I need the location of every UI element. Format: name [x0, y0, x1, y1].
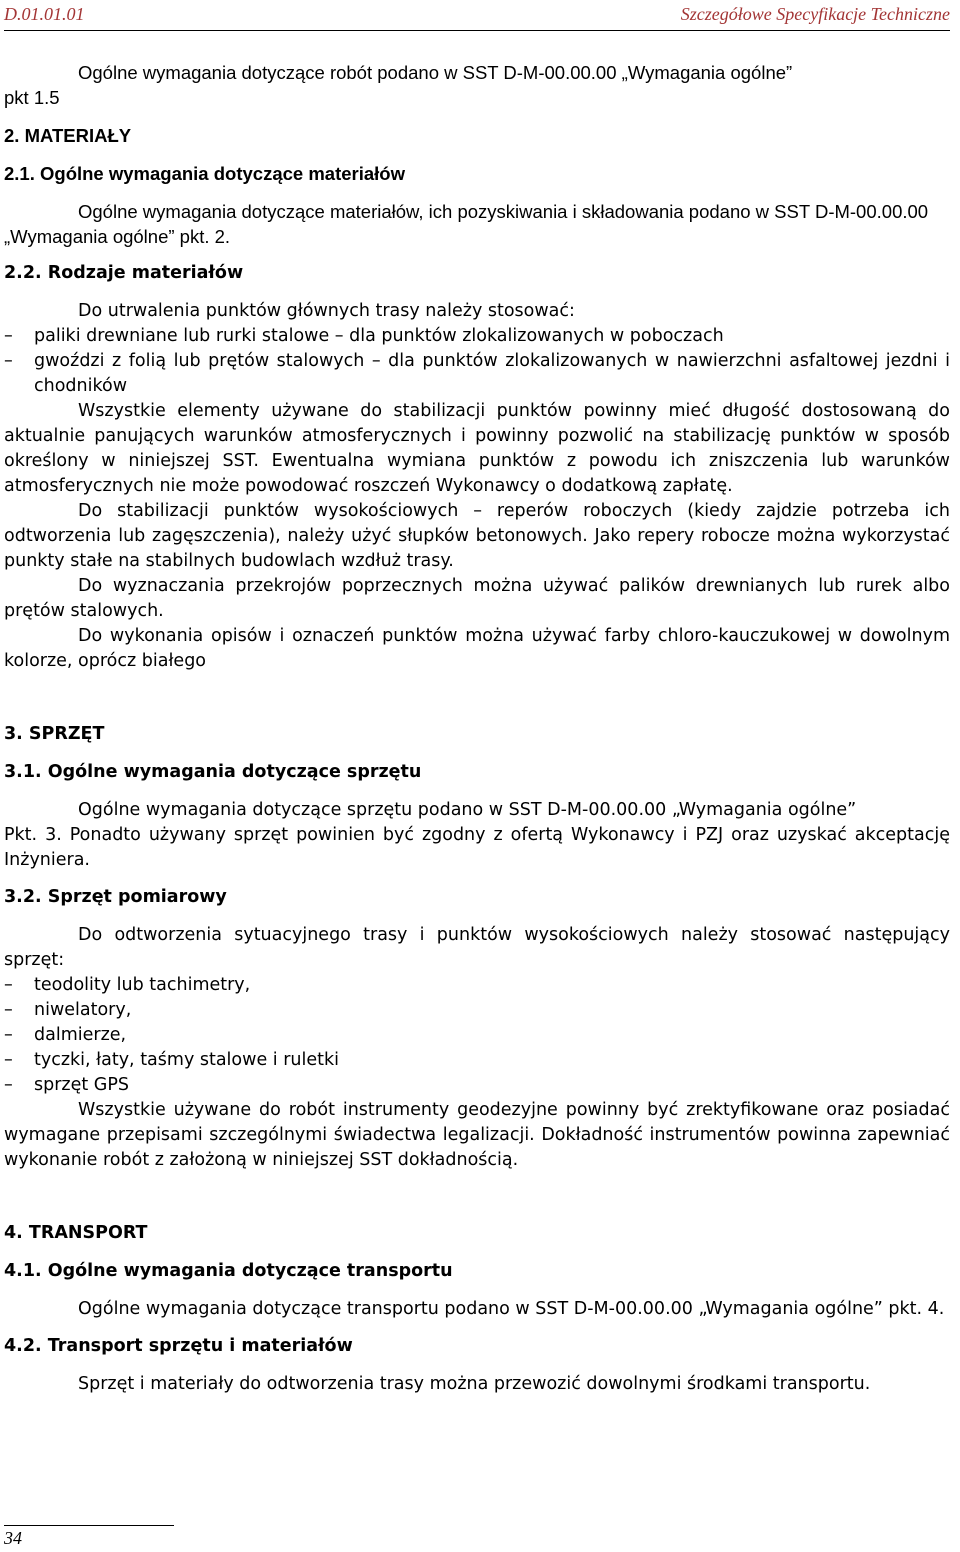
dash-bullet-icon: – — [4, 1050, 13, 1070]
section-heading-equipment: 3. SPRZĘT — [4, 724, 105, 744]
page-footer — [4, 1525, 174, 1549]
subsection-heading-4-2: 4.2. Transport sprzętu i materiałów — [4, 1336, 353, 1356]
list-item: – paliki drewniane lub rurki stalowe – dla punktów zlokalizowanych w poboczach — [4, 324, 950, 349]
materials-paragraph-4: Do wykonania opisów i oznaczeń punktów można używać farby chloro-kauczukowej w dowolnym kolorze, oprócz białego — [4, 626, 950, 671]
dash-bullet-icon: – — [4, 351, 13, 371]
subsection-3-1-text: Pkt. 3. Ponadto używany sprzęt powinien być zgodny z ofertą Wykonawcy i PZJ oraz uzyskać akceptację Inżyniera. — [4, 825, 950, 870]
dash-bullet-icon: – — [4, 326, 13, 346]
list-item: – sprzęt GPS — [4, 1073, 950, 1098]
dash-bullet-icon: – — [4, 1075, 13, 1095]
page-number: 34 — [4, 1528, 22, 1548]
subsection-heading-4-1: 4.1. Ogólne wymagania dotyczące transportu — [4, 1261, 453, 1281]
subsection-heading-2-1: 2.1. Ogólne wymagania dotyczące materiałów — [4, 163, 405, 184]
equipment-paragraph: Wszystkie używane do robót instrumenty geodezyjne powinny być zrektyfikowane oraz posiadać wymagane przepisami szczególnymi świadectwa legalizacji. Dokładność instrumentów powinna zapewniać wykonanie robót z założoną w niniejszej SST dokładnością. — [4, 1100, 950, 1170]
list-item: – dalmierze, — [4, 1023, 950, 1048]
subsection-2-1-text: Ogólne wymagania dotyczące materiałów, ich pozyskiwania i składowania podano w SST D-M-00.00.00 „Wymagania ogólne” pkt. 2. — [4, 201, 929, 247]
section-heading-materials: 2. MATERIAŁY — [4, 125, 132, 146]
section1-text: Ogólne wymagania dotyczące robót podano w SST D-M-00.00.00 „Wymagania ogólne” — [78, 62, 793, 83]
document-code: D.01.01.01 — [4, 4, 85, 24]
subsection-2-2-intro: Do utrwalenia punktów głównych trasy należy stosować: — [78, 301, 575, 321]
list-item: – tyczki, łaty, taśmy stalowe i ruletki — [4, 1048, 950, 1073]
dash-bullet-icon: – — [4, 1025, 13, 1045]
subsection-3-2-intro: Do odtworzenia sytuacyjnego trasy i punktów wysokościowych należy stosować następujący sprzęt: — [4, 925, 950, 970]
subsection-heading-3-1: 3.1. Ogólne wymagania dotyczące sprzętu — [4, 762, 422, 782]
dash-bullet-icon: – — [4, 975, 13, 995]
subsection-heading-3-2: 3.2. Sprzęt pomiarowy — [4, 887, 227, 907]
materials-paragraph-3: Do wyznaczania przekrojów poprzecznych można używać palików drewnianych lub rurek albo prętów stalowych. — [4, 576, 950, 621]
document-title: Szczegółowe Specyfikacje Techniczne — [680, 4, 950, 24]
document-body — [4, 60, 950, 1397]
list-item: – gwoździ z folią lub prętów stalowych – dla punktów zlokalizowanych w nawierzchni asfaltowej jezdni i chodników — [4, 351, 950, 396]
subsection-4-1-text: Ogólne wymagania dotyczące transportu podano w SST D-M-00.00.00 „Wymagania ogólne” pkt. 4. — [78, 1299, 945, 1319]
page-header — [4, 2, 950, 31]
section-heading-transport: 4. TRANSPORT — [4, 1223, 148, 1243]
dash-bullet-icon: – — [4, 1000, 13, 1020]
list-item: – niwelatory, — [4, 998, 950, 1023]
subsection-heading-2-2: 2.2. Rodzaje materiałów — [4, 263, 244, 283]
subsection-3-1-line: Ogólne wymagania dotyczące sprzętu podano w SST D-M-00.00.00 „Wymagania ogólne” — [78, 800, 857, 820]
subsection-4-2-text: Sprzęt i materiały do odtworzenia trasy można przewozić dowolnymi środkami transportu. — [78, 1374, 871, 1394]
materials-paragraph-2: Do stabilizacji punktów wysokościowych – reperów roboczych (kiedy zajdzie potrzeba ich odtworzenia lub zagęszczenia), należy użyć słupków betonowych. Jako repery robocze można wykorzystać punkty stałe na stabilnych budowlach wzdłuż trasy. — [4, 501, 950, 571]
list-item: – teodolity lub tachimetry, — [4, 973, 950, 998]
materials-paragraph-1: Wszystkie elementy używane do stabilizacji punktów powinny mieć długość dostosowaną do aktualnie panujących warunków atmosferycznych i powinny pozwolić na stabilizację punktów w sposób określony w niniejszej SST. Ewentualna wymiana punktów z powodu ich zniszczenia lub warunków atmosferycznych nie może powodować roszczeń Wykonawcy o dodatkową zapłatę. — [4, 401, 950, 496]
section1-text-cont: pkt 1.5 — [4, 87, 60, 108]
